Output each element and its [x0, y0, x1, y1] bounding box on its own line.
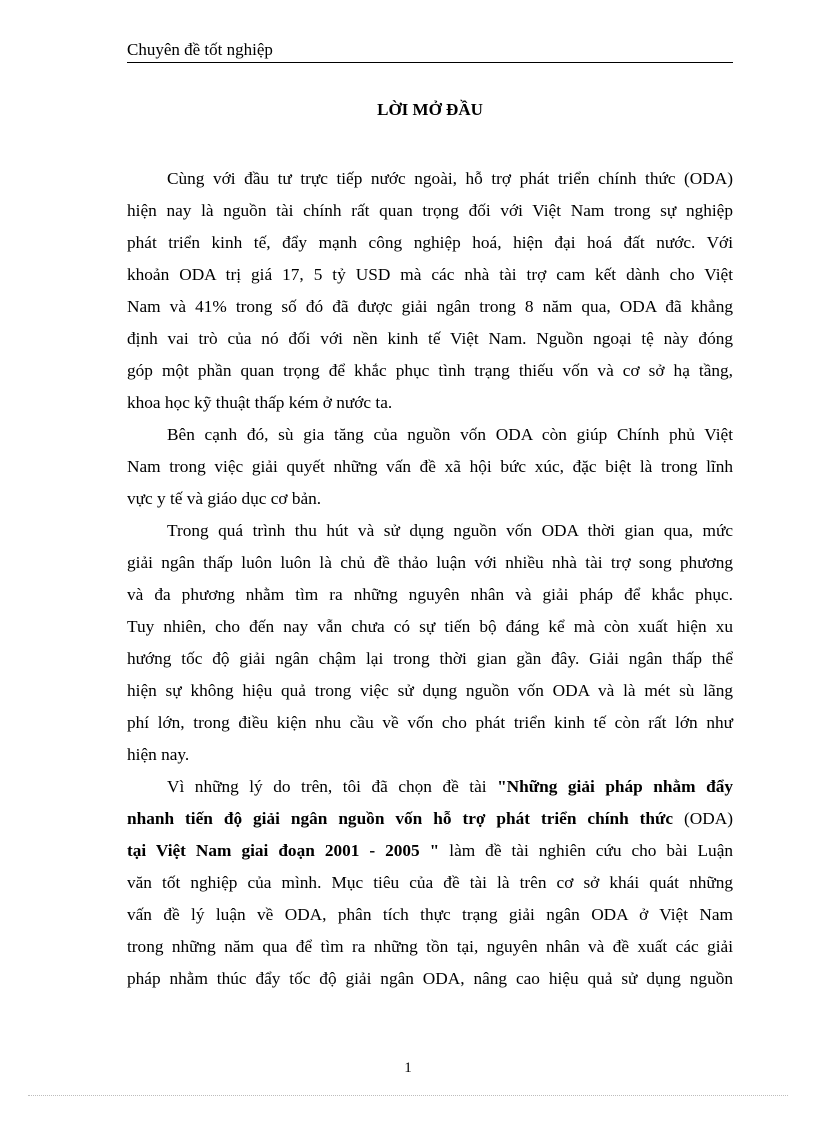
- header-text: Chuyên đề tốt nghiệp: [127, 40, 273, 59]
- text-line: định vai trò của nó đối với nền kinh tế Việt Nam. Nguồn ngoại tệ này đóng: [127, 329, 733, 348]
- text-line: [127, 803, 733, 835]
- text-line: Cùng với đầu tư trực tiếp nước ngoài, hỗ trợ phát triển chính thức (ODA): [167, 169, 733, 188]
- text-line: hiện nay là nguồn tài chính rất quan trọng đối với Việt Nam trong sự nghiệp: [127, 201, 733, 220]
- text-line: Nam trong việc giải quyết những vấn đề xã hội bức xúc, đặc biệt là trong lĩnh: [127, 457, 733, 476]
- text-line: phát triển kinh tế, đẩy mạnh công nghiệp hoá, hiện đại hoá đất nước. Với: [127, 233, 733, 252]
- text-line: hướng tốc độ giải ngân chậm lại trong thời gian gần đây. Giải ngân thấp thể: [127, 649, 733, 668]
- thesis-title-part-3: tại Việt Nam giai đoạn 2001 - 2005 ": [127, 841, 440, 860]
- text-line: trong những năm qua để tìm ra những tồn tại, nguyên nhân và đề xuất các giải: [127, 937, 733, 956]
- text-line: Nam và 41% trong số đó đã được giải ngân trong 8 năm qua, ODA đã khẳng: [127, 297, 733, 316]
- page-number: 1: [404, 1060, 412, 1076]
- thesis-title-part-2: nhanh tiến độ giải ngân nguồn vốn hỗ trợ phát triển chính thức: [127, 809, 674, 828]
- text-run: làm đề tài nghiên cứu cho bài Luận: [439, 841, 734, 860]
- text-line: khoa học kỹ thuật thấp kém ở nước ta.: [127, 393, 393, 412]
- document-title: LỜI MỞ ĐẦU: [377, 100, 483, 119]
- text-line: hiện sự không hiệu quả trong việc sử dụng nguồn vốn ODA và là mét sù lãng: [127, 681, 733, 700]
- page-break-divider: [28, 1095, 788, 1096]
- paragraph-2: [127, 419, 733, 515]
- text-line: hiện nay.: [127, 745, 190, 764]
- thesis-title-part-1: "Những giải pháp nhằm đẩy: [497, 777, 733, 796]
- text-line: góp một phần quan trọng để khắc phục tình trạng thiếu vốn và cơ sở hạ tầng,: [127, 361, 733, 380]
- paragraph-4: [127, 771, 733, 995]
- text-line: khoản ODA trị giá 17, 5 tỷ USD mà các nhà tài trợ cam kết dành cho Việt: [127, 265, 733, 284]
- text-line: Trong quá trình thu hút và sử dụng nguồn vốn ODA thời gian qua, mức: [167, 521, 733, 540]
- text-run: Vì những lý do trên, tôi đã chọn đề tài: [167, 777, 498, 796]
- paragraph-1: [127, 163, 733, 419]
- text-run: (ODA): [673, 809, 733, 828]
- text-line: vấn đề lý luận về ODA, phân tích thực trạng giải ngân ODA ở Việt Nam: [127, 905, 733, 924]
- text-line: và đa phương nhằm tìm ra những nguyên nhân và giải pháp để khắc phục.: [127, 585, 733, 604]
- paragraph-3: [127, 515, 733, 771]
- text-line: pháp nhằm thúc đẩy tốc độ giải ngân ODA, nâng cao hiệu quả sử dụng nguồn: [127, 969, 733, 988]
- text-line: phí lớn, trong điều kiện nhu cầu về vốn cho phát triển kinh tế còn rất lớn như: [127, 713, 733, 732]
- text-line: [127, 771, 733, 803]
- document-body: [127, 163, 733, 995]
- text-line: Bên cạnh đó, sù gia tăng của nguồn vốn ODA còn giúp Chính phủ Việt: [167, 425, 733, 444]
- text-line: giải ngân thấp luôn luôn là chủ đề thảo luận với nhiều nhà tài trợ song phương: [127, 553, 733, 572]
- text-line: Tuy nhiên, cho đến nay vẫn chưa có sự tiến bộ đáng kể mà còn xuất hiện xu: [127, 617, 733, 636]
- text-line: vực y tế và giáo dục cơ bản.: [127, 489, 322, 508]
- text-line: văn tốt nghiệp của mình. Mục tiêu của đề tài là trên cơ sở khái quát những: [127, 873, 733, 892]
- page-header: [127, 38, 733, 63]
- text-line: [127, 835, 733, 867]
